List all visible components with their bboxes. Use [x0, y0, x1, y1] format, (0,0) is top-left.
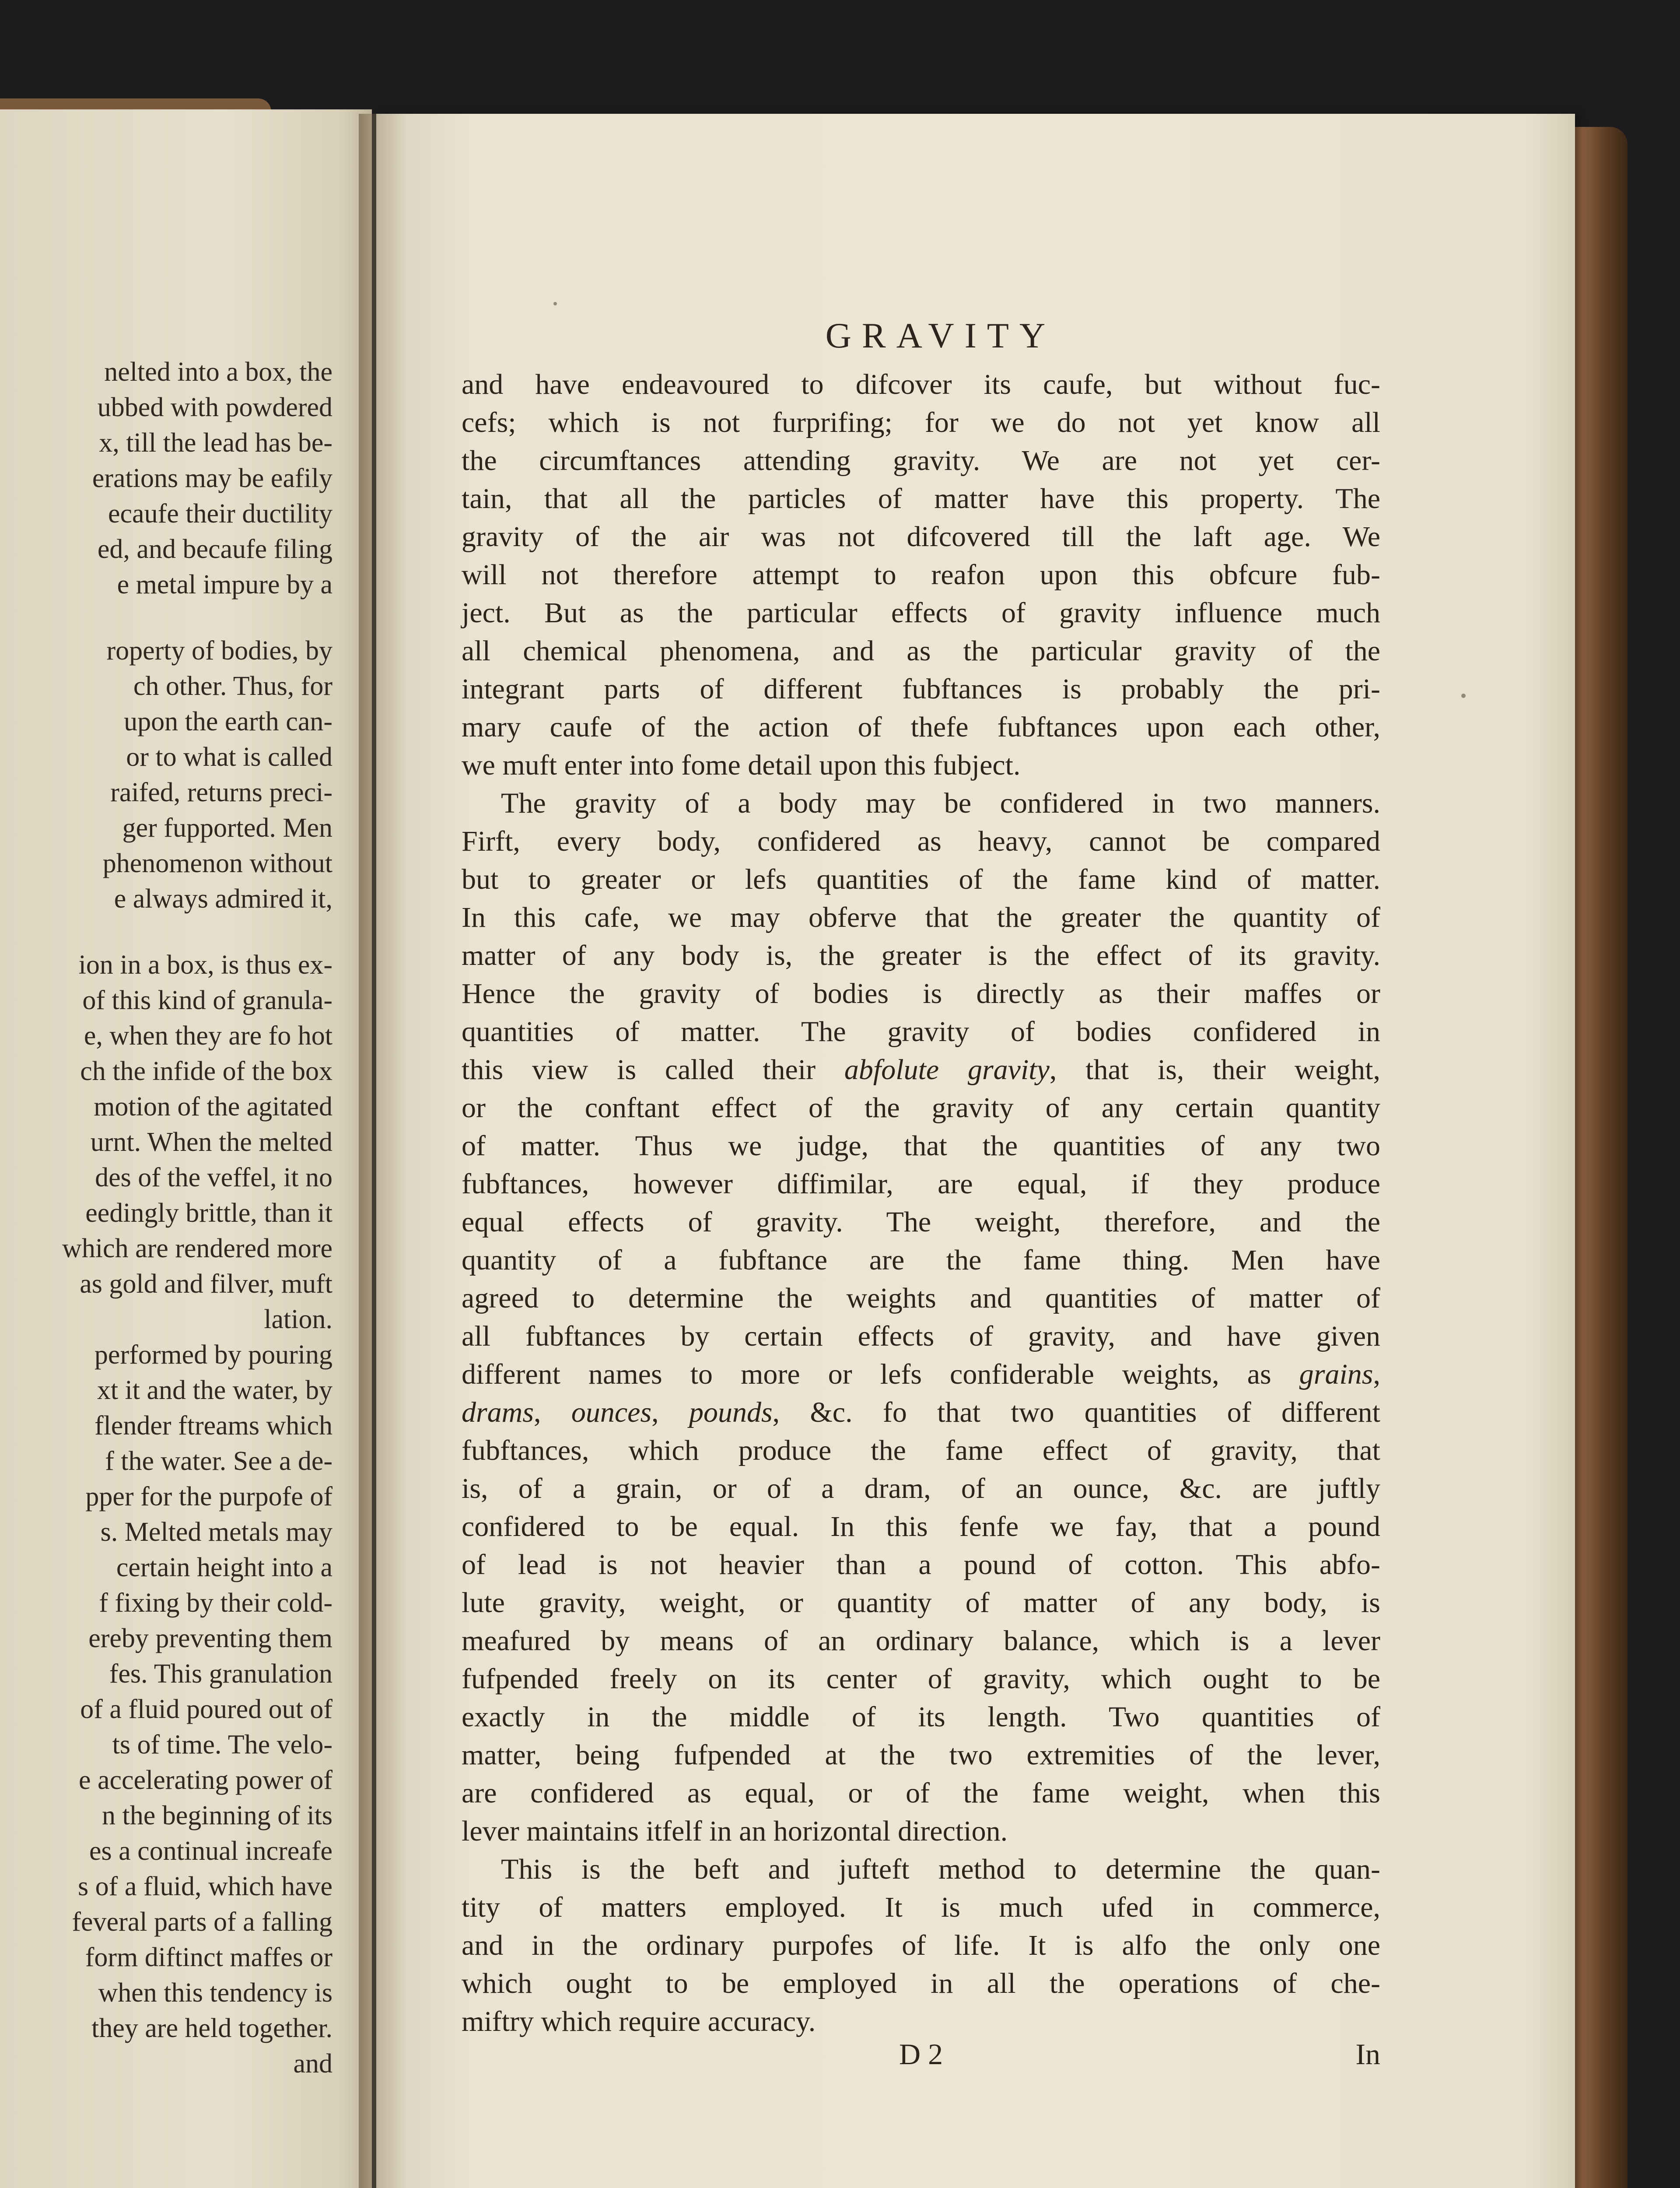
- running-head: GRAVITY: [825, 316, 1056, 355]
- left-page-line: of this kind of granula-: [82, 985, 332, 1015]
- left-page-line: lation.: [264, 1304, 332, 1334]
- left-page-line: ts of time. The velo-: [112, 1730, 332, 1760]
- left-page-line: ed, and becaufe filing: [97, 534, 332, 564]
- body-line: and in the ordinary purpofes of life. It is alfo the only one: [462, 1929, 1380, 1961]
- left-page-line: when this tendency is: [98, 1978, 332, 2008]
- left-page-text: [0, 354, 332, 2082]
- paper-speck: [553, 302, 557, 305]
- left-page-line: roperty of bodies, by: [106, 636, 332, 666]
- left-page-line: erations may be eafily: [92, 463, 332, 493]
- body-line: meafured by means of an ordinary balance, which is a lever: [462, 1625, 1380, 1657]
- left-page-line: ecaufe their ductility: [108, 499, 332, 529]
- page-footer: [462, 2037, 1380, 2076]
- body-line: agreed to determine the weights and quantities of matter of: [462, 1282, 1380, 1314]
- body-line: equal effects of gravity. The weight, therefore, and the: [462, 1206, 1380, 1238]
- body-line: exactly in the middle of its length. Two quantities of: [462, 1701, 1380, 1733]
- signature-mark: D 2: [899, 2037, 943, 2071]
- left-page-line: e always admired it,: [114, 884, 332, 914]
- body-line: matter of any body is, the greater is the effect of its gravity.: [462, 940, 1380, 971]
- body-text: [462, 365, 1380, 2041]
- body-line: quantity of a fubftance are the fame thing. Men have: [462, 1244, 1380, 1276]
- body-line: is, of a grain, or of a dram, of an ounce, &c. are juftly: [462, 1473, 1380, 1504]
- body-line: confidered to be equal. In this fenfe we fay, that a pound: [462, 1511, 1380, 1543]
- left-page-line: es a continual increafe: [89, 1836, 332, 1866]
- body-line: but to greater or lefs quantities of the fame kind of matter.: [462, 863, 1380, 895]
- left-page-line: ion in a box, is thus ex-: [78, 950, 332, 980]
- left-page-line: feveral parts of a falling: [72, 1907, 332, 1937]
- body-line: of matter. Thus we judge, that the quantities of any two: [462, 1130, 1380, 1162]
- left-page-line: des of the veffel, it no: [95, 1163, 332, 1192]
- left-page-line: xt it and the water, by: [97, 1375, 332, 1405]
- body-line: the circumftances attending gravity. We are not yet cer-: [462, 445, 1380, 477]
- body-line: miftry which require accuracy.: [462, 2006, 816, 2037]
- left-page-line: fes. This granulation: [109, 1659, 332, 1689]
- left-page-line: f fixing by their cold-: [99, 1588, 332, 1618]
- body-line: will not therefore attempt to reafon upon this obfcure fub-: [462, 559, 1380, 591]
- body-line: all fubftances by certain effects of gravity, and have given: [462, 1320, 1380, 1352]
- body-line: The gravity of a body may be confidered in two manners.: [501, 787, 1380, 819]
- body-line: Firft, every body, confidered as heavy, cannot be compared: [462, 825, 1380, 857]
- left-page-line: as gold and filver, muft: [80, 1269, 332, 1299]
- left-page-line: and: [293, 2049, 332, 2079]
- left-page-line: ubbed with powdered: [97, 393, 332, 422]
- body-line: all chemical phenomena, and as the particular gravity of the: [462, 635, 1380, 667]
- left-page-line: certain height into a: [116, 1553, 332, 1582]
- left-page-line: ger fupported. Men: [122, 813, 332, 843]
- left-page-line: performed by pouring: [94, 1340, 332, 1370]
- left-page-line: e metal impure by a: [117, 570, 332, 600]
- left-page-line: urnt. When the melted: [90, 1127, 332, 1157]
- left-page-line: which are rendered more: [62, 1234, 332, 1263]
- left-page-line: ereby preventing them: [88, 1623, 332, 1653]
- body-line: This is the beft and jufteft method to determine the quan-: [501, 1853, 1380, 1885]
- left-page-line: x, till the lead has be-: [99, 428, 332, 458]
- left-page-line: ch other. Thus, for: [133, 671, 332, 701]
- body-line: quantities of matter. The gravity of bodies confidered in: [462, 1016, 1380, 1048]
- body-line: of lead is not heavier than a pound of cotton. This abfo-: [462, 1549, 1380, 1581]
- catchword: In: [1355, 2037, 1380, 2071]
- left-page-line: motion of the agitated: [94, 1092, 332, 1122]
- left-page-line: phenomenon without: [102, 849, 332, 878]
- right-page: [376, 114, 1575, 2188]
- left-page-line: raifed, returns preci-: [110, 778, 332, 807]
- body-line: tity of matters employed. It is much ufed in commerce,: [462, 1891, 1380, 1923]
- left-page-line: of a fluid poured out of: [80, 1694, 332, 1724]
- left-page-line: form diftinct maffes or: [85, 1943, 332, 1972]
- left-page-line: upon the earth can-: [124, 707, 332, 736]
- body-line: cefs; which is not furprifing; for we do not yet know all: [462, 407, 1380, 438]
- body-line: gravity of the air was not difcovered till the laft age. We: [462, 521, 1380, 553]
- body-line: different names to more or lefs confiderable weights, as grains,: [462, 1358, 1380, 1390]
- paper-speck: [1461, 694, 1466, 698]
- body-line: tain, that all the particles of matter have this property. The: [462, 483, 1380, 515]
- body-line: we muft enter into fome detail upon this fubject.: [462, 749, 1021, 781]
- left-page-line: flender ftreams which: [94, 1411, 332, 1441]
- body-line: matter, being fufpended at the two extremities of the lever,: [462, 1739, 1380, 1771]
- body-line: mary caufe of the action of thefe fubftances upon each other,: [462, 711, 1380, 743]
- left-page: [0, 109, 372, 2188]
- left-page-line: n the beginning of its: [102, 1801, 332, 1830]
- body-line: or the conftant effect of the gravity of any certain quantity: [462, 1092, 1380, 1124]
- body-line: ject. But as the particular effects of gravity influence much: [462, 597, 1380, 629]
- body-line: which ought to be employed in all the operations of che-: [462, 1967, 1380, 1999]
- left-page-line: pper for the purpofe of: [85, 1482, 332, 1511]
- body-line: this view is called their abfolute gravity, that is, their weight,: [462, 1054, 1380, 1086]
- body-line: fubftances, however diffimilar, are equal, if they produce: [462, 1168, 1380, 1200]
- left-page-line: e, when they are fo hot: [84, 1021, 332, 1051]
- left-page-line: nelted into a box, the: [104, 357, 332, 387]
- left-page-line: e accelerating power of: [78, 1765, 332, 1795]
- body-line: are confidered as equal, or of the fame weight, when this: [462, 1777, 1380, 1809]
- paragraph-gap: [0, 603, 332, 633]
- left-page-line: they are held together.: [91, 2013, 332, 2043]
- body-line: fufpended freely on its center of gravity, which ought to be: [462, 1663, 1380, 1695]
- body-line: integrant parts of different fubftances is probably the pri-: [462, 673, 1380, 705]
- left-page-line: or to what is called: [126, 742, 332, 772]
- left-page-line: eedingly brittle, than it: [85, 1198, 332, 1228]
- body-line: Hence the gravity of bodies is directly as their maffes or: [462, 978, 1380, 1010]
- body-line: lute gravity, weight, or quantity of matter of any body, is: [462, 1587, 1380, 1619]
- body-line: drams, ounces, pounds, &c. fo that two quantities of different: [462, 1396, 1380, 1428]
- body-line: fubftances, which produce the fame effect of gravity, that: [462, 1434, 1380, 1466]
- page-gutter: [359, 114, 407, 2188]
- left-page-line: s of a fluid, which have: [78, 1872, 332, 1901]
- body-line: lever maintains itfelf in an horizontal direction.: [462, 1815, 1008, 1847]
- body-line: and have endeavoured to difcover its caufe, but without fuc-: [462, 368, 1380, 400]
- body-line: In this cafe, we may obferve that the greater the quantity of: [462, 901, 1380, 933]
- paragraph-gap: [0, 917, 332, 947]
- left-page-line: ch the infide of the box: [80, 1056, 332, 1086]
- left-page-line: f the water. See a de-: [105, 1446, 332, 1476]
- left-page-line: s. Melted metals may: [100, 1517, 332, 1547]
